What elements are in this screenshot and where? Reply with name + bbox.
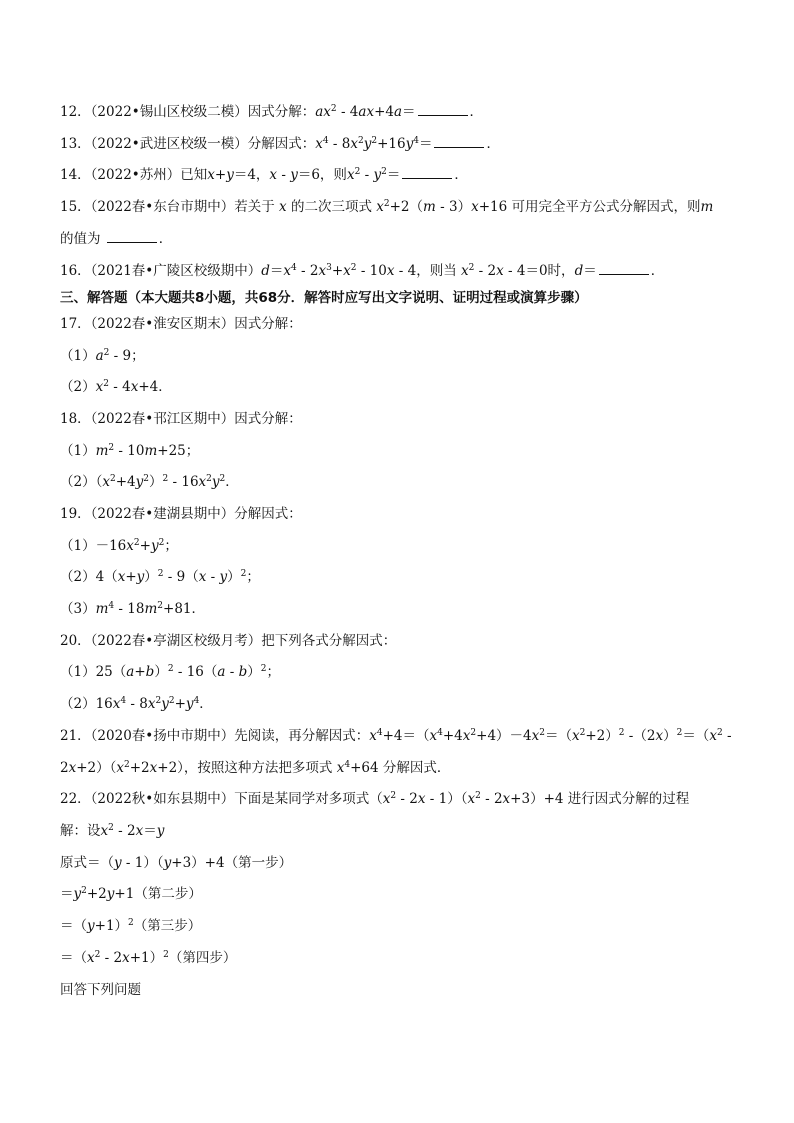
question-19-part-3: $(3)m^4 - 18m^2+81$．	[60, 601, 206, 617]
question-19-part-1: $(1)-16x^2+y^2$；	[60, 538, 178, 554]
question-13: 13．（2022•武进区校级一模）分解因式：$x^4 - 8x^2y^2+16y^4=$ ．	[60, 136, 500, 152]
question-17-part-2: $(2)x^2 - 4x+4$．	[60, 379, 172, 395]
question-18-part-1: $(1)m^2 - 10m+25$；	[60, 443, 200, 459]
question-21: 21．（2020春•扬中市期中）先阅读，再分解因式：$x^4+4=(x^4+4x^2+4)-4x^2=(x^2+2)^2$ $-(2x)^2=(x^2$ -	[60, 728, 732, 744]
answer-blank[interactable]	[599, 262, 649, 275]
question-15-continued: 的值为 ．	[60, 231, 173, 247]
question-22-prompt: 回答下列问题	[60, 982, 141, 998]
answer-blank[interactable]	[107, 230, 157, 243]
question-20-part-2: $(2)16x^4 - 8x^2y^2+y^4$．	[60, 696, 213, 712]
question-20: 20．（2022春•亭湖区校级月考）把下列各式分解因式：	[60, 633, 397, 649]
question-17: 17．（2022春•淮安区期末）因式分解：	[60, 316, 302, 332]
solution-step-4: $=(x^2 - 2x+1)^2$（第四步）	[60, 950, 237, 966]
question-16: 16．（2021春•广陵区校级期中）$d=x^4 - 2x^3+x^2 - 10x - 4$，则当 $x^2 - 2x - 4=0$时，d＝ ．	[60, 263, 665, 279]
question-22: 22．（2022秋•如东县期中）下面是某同学对多项式$(x^2 - 2x - 1)(x^2 - 2x+3)+4$ 进行因式分解的过程	[60, 791, 690, 807]
answer-blank[interactable]	[418, 103, 468, 116]
question-14: 14．（2022•苏州）已知x+y＝4，x - y＝6，则$x^2 - y^2=$ ．	[60, 167, 468, 183]
section-heading: 三、解答题（本大题共8小题，共68分．解答时应写出文字说明、证明过程或演算步骤）	[60, 290, 588, 306]
question-15: 15．（2022春•东台市期中）若关于 x 的二次三项式 $x^2+2(m - 3)x+16$ 可用完全平方公式分解因式，则m	[60, 199, 714, 215]
question-17-part-1: $(1)a^2 - 9$；	[60, 348, 145, 364]
answer-blank[interactable]	[434, 135, 484, 148]
solution-step-1: 原式＝（y - 1）（y+3）+4（第一步）	[60, 855, 293, 871]
solution-step-3: $=(y+1)^2$（第三步）	[60, 918, 202, 934]
question-18-part-2: $(2)(x^2+4y^2)^2 - 16x^2y^2$．	[60, 474, 239, 490]
solution-step-0: 解：设$x^2 - 2x=y$	[60, 823, 165, 839]
answer-blank[interactable]	[402, 166, 452, 179]
question-18: 18．（2022春•邗江区期中）因式分解：	[60, 411, 302, 427]
question-19: 19．（2022春•建湖县期中）分解因式：	[60, 506, 302, 522]
solution-step-2: $=y^2+2y+1$（第二步）	[60, 886, 202, 902]
question-12: 12．（2022•锡山区校级二模）因式分解：$ax^2 - 4ax+4a=$ ．	[60, 104, 484, 120]
question-19-part-2: $(2)4(x+y)^2 - 9(x - y)^2$；	[60, 569, 260, 585]
question-21-continued: $2x+2)(x^2+2x+2)$，按照这种方法把多项式 $x^4+64$ 分解因式．	[60, 760, 451, 776]
question-20-part-1: $(1)25(a+b)^2 - 16(a - b)^2$；	[60, 664, 280, 680]
